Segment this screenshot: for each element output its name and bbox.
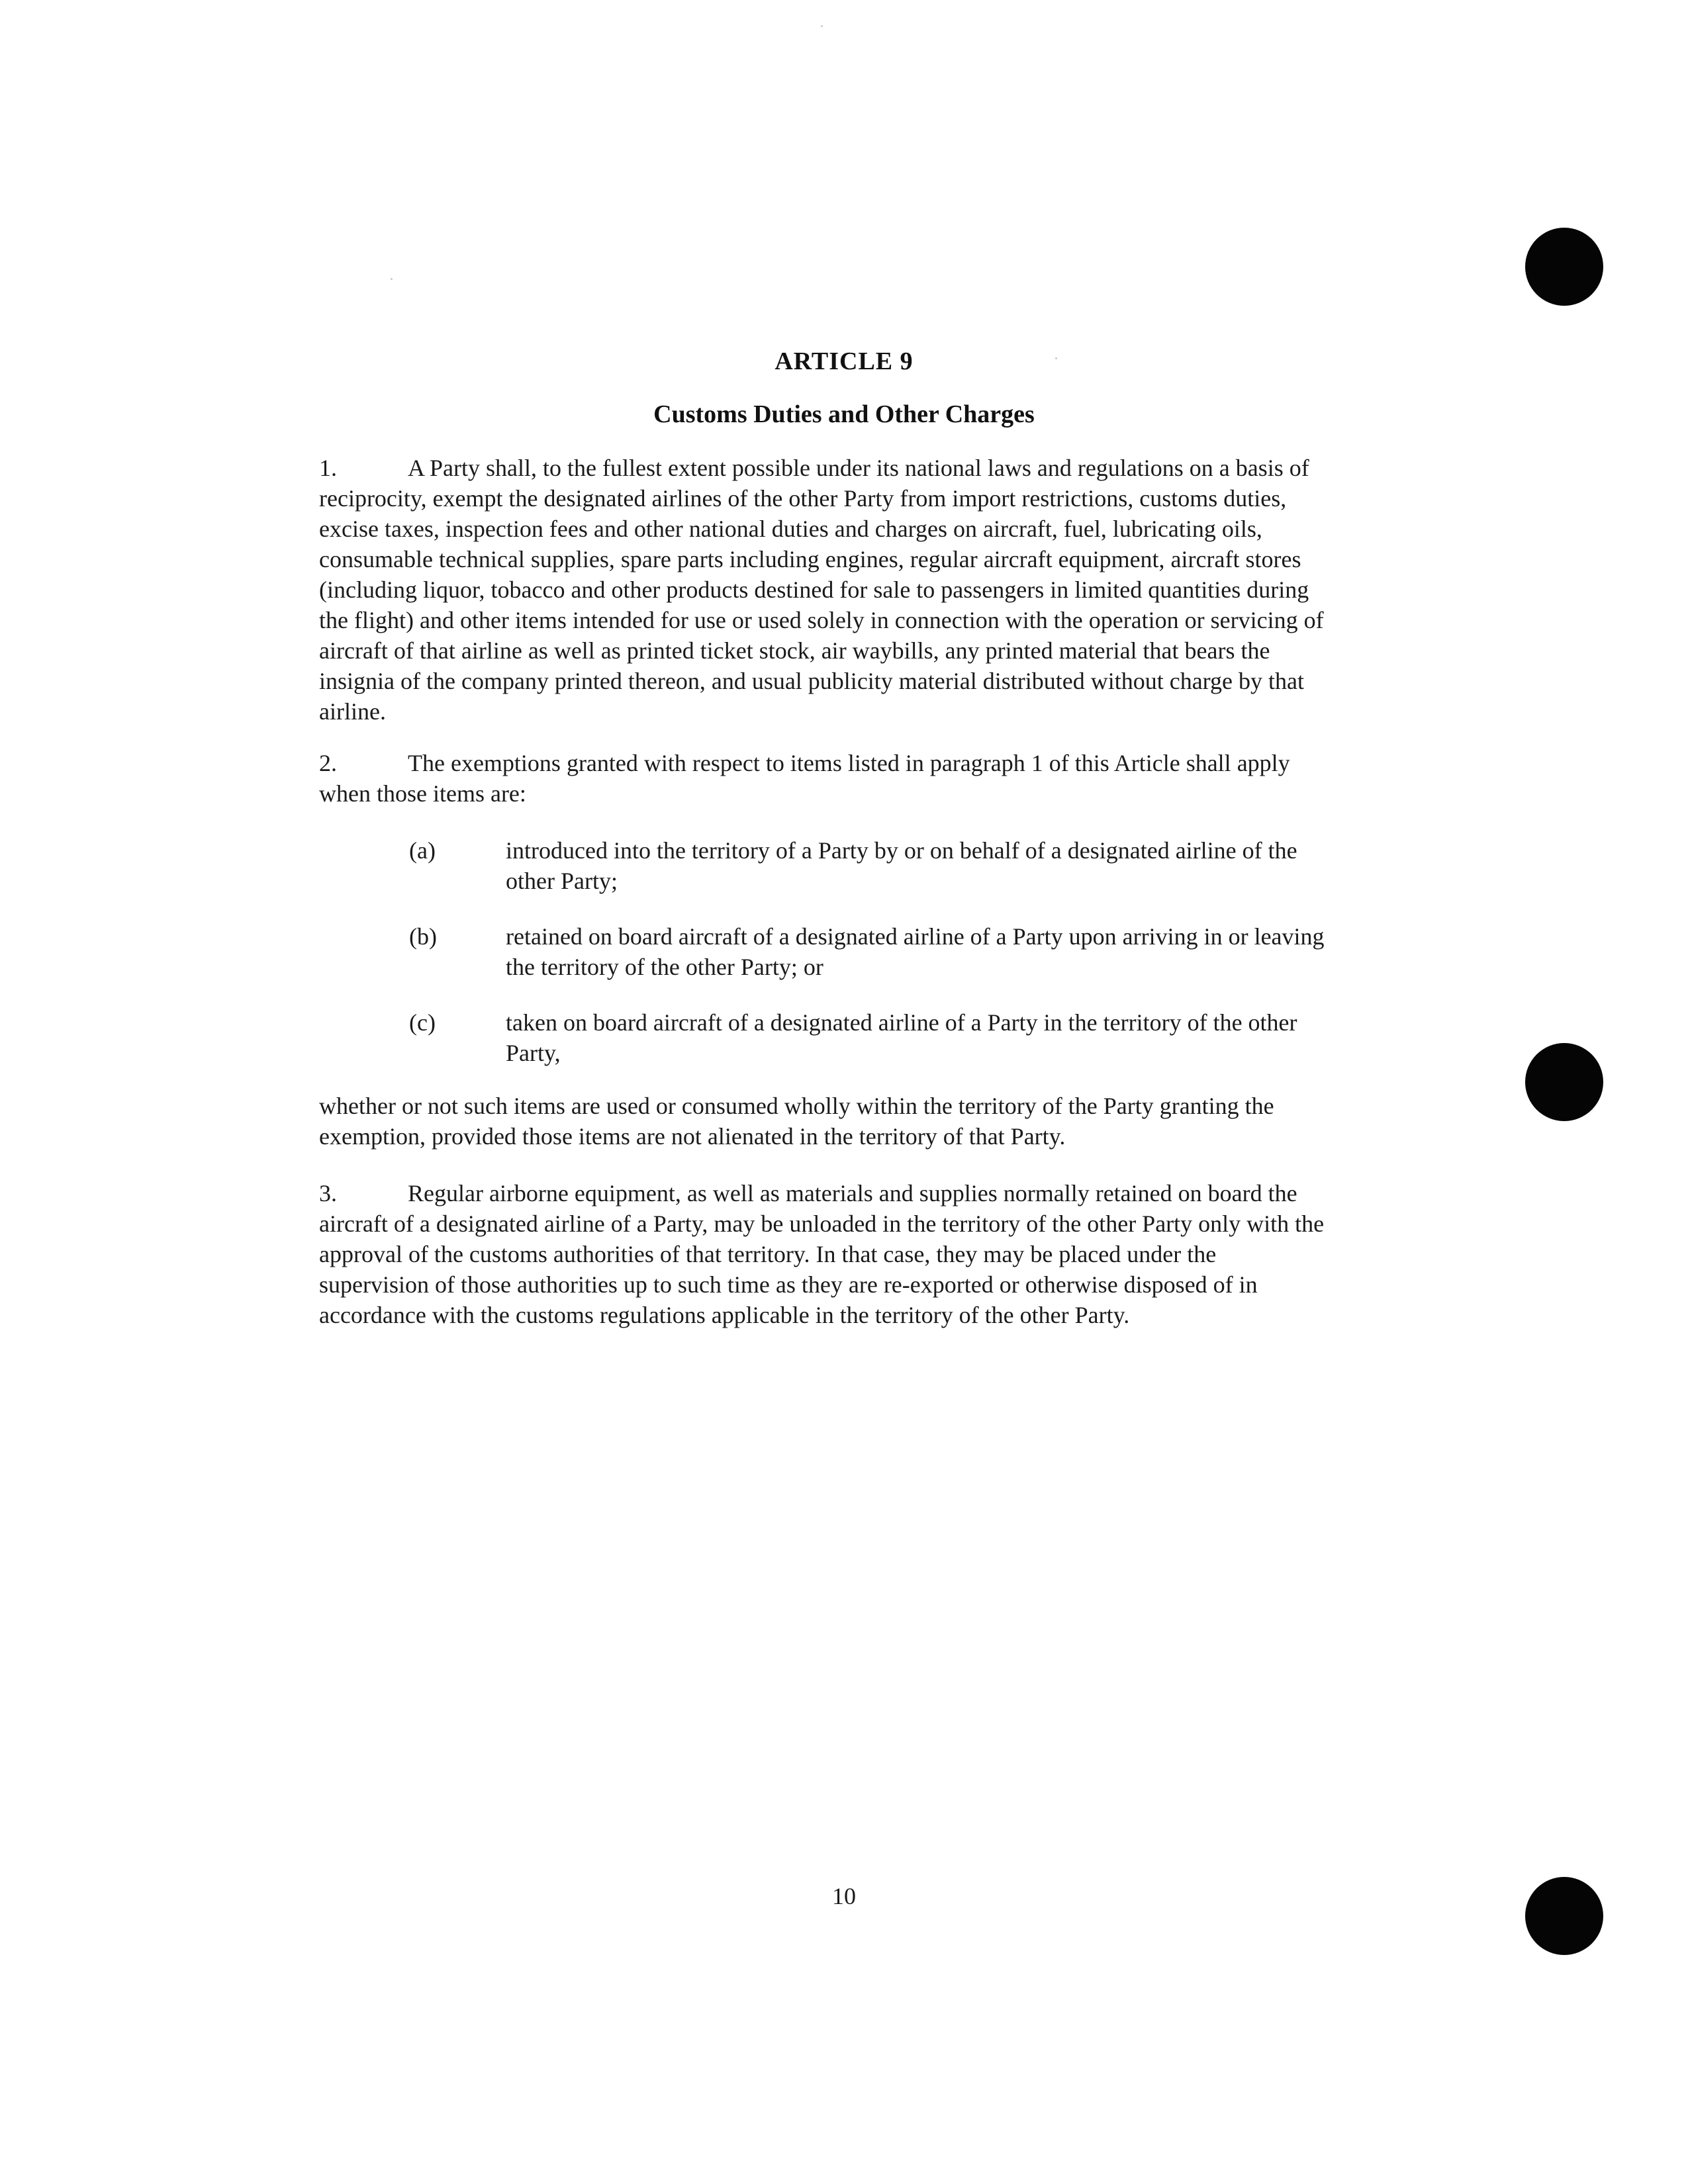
paragraph-text: Regular airborne equipment, as well as materials and supplies normally retained on board the aircraft of a designated airline of a Party, may be unloaded in the territory of the other Party only with the approval of the customs authorities of that territory. In that case, they may be placed under the supervision of those authorities up to such time as they are re-exported or otherwise disposed of in accordance with the customs regulations applicable in the territory of the other Party. (319, 1180, 1325, 1328)
paragraph-text: The exemptions granted with respect to items listed in paragraph 1 of this Article shall apply when those items are: (319, 750, 1290, 807)
punch-hole-top (1525, 228, 1603, 306)
list-item-text: retained on board aircraft of a designated airline of a Party upon arriving in or leaving the territory of the other Party; or (506, 923, 1325, 980)
list-item-label: (a) (409, 837, 436, 864)
list-item-label: (b) (409, 923, 437, 950)
article-title: ARTICLE 9 (774, 347, 914, 375)
page-number: 10 (832, 1883, 856, 1909)
article-subtitle: Customs Duties and Other Charges (653, 400, 1035, 428)
punch-hole-middle (1525, 1043, 1603, 1121)
paragraph-text: A Party shall, to the fullest extent possible under its national laws and regulations on a basis of reciprocity, exempt the designated airlines of the other Party from import restrictions, customs duties, excise taxes, inspection fees and other national duties and charges on aircraft, fuel, lubricating oils, consumable technical supplies, spare parts including engines, regular aircraft equipment, aircraft stores (including liquor, tobacco and other products destined for sale to passengers in limited quantities during the flight) and other items intended for use or used solely in connection with the operation or servicing of aircraft of that airline as well as printed ticket stock, air waybills, any printed material that bears the insignia of the company printed thereon, and usual publicity material distributed without charge by that airline. (319, 455, 1324, 725)
paragraph-number: 2. (319, 750, 337, 776)
paragraph-number: 1. (319, 455, 337, 481)
paragraph-3 (319, 1178, 1332, 1330)
paragraph-2-continuation: whether or not such items are used or consumed wholly within the territory of the Party granting the exemption, provided those items are not alienated in the territory of that Party. (319, 1093, 1274, 1150)
scan-speck (821, 25, 823, 27)
list-item-text: taken on board aircraft of a designated airline of a Party in the territory of the other Party, (506, 1009, 1297, 1066)
paragraph-1 (319, 453, 1332, 727)
list-item-text: introduced into the territory of a Party by or on behalf of a designated airline of the other Party; (506, 837, 1297, 894)
list-item-label: (c) (409, 1009, 436, 1036)
paragraph-number: 3. (319, 1180, 337, 1206)
scan-speck (391, 278, 393, 280)
paragraph-2 (319, 748, 1332, 809)
